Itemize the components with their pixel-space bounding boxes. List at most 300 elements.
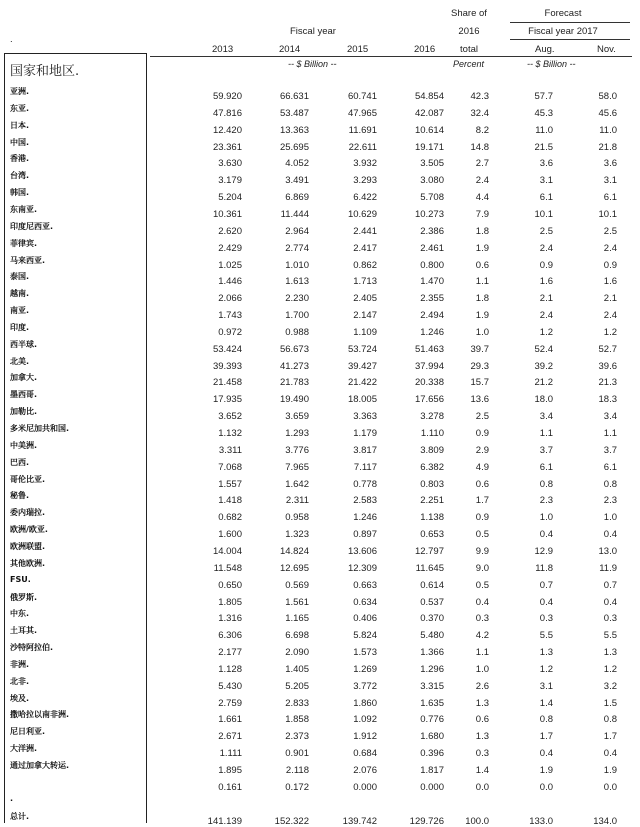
cell-value: 0.6	[475, 714, 489, 726]
cell-value: 0.000	[420, 781, 444, 793]
cell-value: 1.405	[285, 663, 309, 675]
cell-value: 0.8	[539, 714, 553, 726]
cell-value: 1.9	[475, 242, 489, 254]
cell-value: 0.5	[475, 579, 489, 591]
cell-value: 5.430	[218, 680, 242, 692]
cell-value: 2.5	[603, 225, 617, 237]
table-row	[0, 304, 640, 320]
row-label: FSU.	[10, 574, 31, 584]
cell-value: 29.3	[470, 360, 489, 372]
table-row	[0, 439, 640, 455]
cell-value: 1.9	[603, 765, 617, 776]
cell-value: 0.3	[539, 613, 553, 625]
cell-value: 0.663	[353, 579, 377, 591]
cell-value: 1.860	[353, 697, 377, 709]
row-label: 巴西.	[10, 457, 30, 467]
cell-value: 0.988	[285, 326, 309, 338]
cell-value: 1.680	[420, 731, 444, 743]
cell-value: 58.0	[598, 91, 617, 102]
cell-value: 3.315	[420, 680, 444, 692]
row-label: 西半球.	[10, 339, 38, 349]
cell-value: 0.9	[475, 512, 489, 524]
cell-value: 53.724	[347, 343, 377, 355]
row-label: 马来西亚.	[10, 255, 46, 265]
row-label: 香港.	[10, 154, 30, 164]
cell-value: 66.631	[279, 91, 309, 102]
cell-value: 1.1	[475, 647, 489, 659]
cell-value: 2.441	[353, 225, 377, 237]
cell-value: 21.422	[347, 377, 377, 389]
cell-value: 3.659	[285, 411, 309, 423]
cell-value: 1.109	[353, 326, 377, 338]
table-row	[0, 574, 640, 590]
cell-value: 2.147	[353, 310, 377, 322]
cell-value: 41.273	[279, 360, 309, 372]
cell-value: 11.8	[535, 562, 553, 574]
table-row	[0, 186, 640, 202]
year-2016-label: 2016	[414, 44, 436, 55]
cell-value: 1.3	[603, 647, 617, 659]
cell-value: 51.463	[414, 343, 444, 355]
cell-value: 5.480	[420, 630, 444, 642]
table-row	[0, 708, 640, 724]
cell-value: 1.3	[475, 697, 489, 709]
row-label: 哥伦比亚.	[10, 474, 46, 484]
table-row	[0, 473, 640, 489]
cell-value: 9.0	[475, 562, 489, 574]
table-row	[0, 776, 640, 792]
cell-value: 4.2	[475, 630, 489, 642]
cell-value: 2.311	[285, 495, 309, 507]
cell-value: 0.614	[420, 579, 444, 591]
cell-value: 3.1	[603, 175, 617, 187]
cell-value: 1.269	[353, 663, 377, 675]
cell-value: 6.1	[539, 461, 553, 473]
row-label: 中美洲.	[10, 440, 38, 450]
cell-value: 0.682	[218, 512, 242, 524]
cell-value: 1.4	[539, 697, 553, 709]
cell-value: 1.661	[218, 714, 242, 726]
row-label: 东亚.	[10, 103, 30, 113]
cell-value: 56.673	[279, 343, 309, 355]
cell-value: 152.322	[274, 815, 309, 827]
cell-value: 21.783	[279, 377, 309, 389]
cell-value: 0.4	[603, 748, 617, 760]
table-row	[0, 237, 640, 253]
cell-value: 0.4	[475, 596, 489, 608]
cell-value: 1.1	[475, 276, 489, 288]
table-row	[0, 119, 640, 135]
cell-value: 1.561	[285, 596, 309, 608]
cell-value: 1.418	[218, 495, 242, 507]
cell-value: 0.8	[539, 478, 553, 490]
cell-value: 0.862	[353, 259, 377, 271]
cell-value: 1.0	[539, 512, 553, 524]
cell-value: 1.557	[218, 478, 242, 490]
cell-value: 139.742	[342, 815, 377, 827]
cell-value: 6.382	[420, 461, 444, 473]
cell-value: 0.537	[420, 596, 444, 608]
row-label: 非洲.	[10, 659, 30, 669]
table-row	[0, 321, 640, 337]
cell-value: 15.7	[470, 377, 489, 389]
table-row	[0, 388, 640, 404]
cell-value: 0.4	[539, 529, 553, 541]
cell-value: 2.1	[539, 293, 553, 305]
cell-value: 1.9	[475, 310, 489, 322]
cell-value: 1.858	[285, 714, 309, 726]
cell-value: 52.4	[534, 343, 553, 355]
cell-value: 3.1	[539, 680, 553, 692]
cell-value: 1.0	[475, 663, 489, 675]
units-percent: Percent	[453, 59, 485, 69]
cell-value: 12.420	[212, 124, 242, 136]
cell-value: 1.8	[475, 225, 489, 237]
year-2014-label: 2014	[279, 44, 301, 55]
cell-value: 0.901	[285, 748, 309, 760]
cell-value: 19.490	[279, 394, 309, 406]
cell-value: 0.634	[353, 596, 377, 608]
cell-value: 1.1	[603, 428, 617, 439]
cell-value: 2.417	[353, 242, 377, 254]
table-row	[0, 102, 640, 118]
table-row	[0, 607, 640, 623]
cell-value: 0.3	[475, 613, 489, 625]
table-row	[0, 422, 640, 438]
cell-value: 0.406	[353, 613, 377, 625]
cell-value: 2.5	[539, 225, 553, 237]
cell-value: 1.8	[475, 293, 489, 305]
cell-value: 10.1	[598, 208, 617, 220]
cell-value: 5.204	[218, 192, 242, 204]
row-label: 印度.	[10, 322, 30, 332]
cell-value: 2.461	[420, 242, 444, 254]
table-row	[0, 759, 640, 775]
cell-value: 3.6	[603, 158, 617, 170]
row-label: 越南.	[10, 289, 30, 299]
cell-value: 59.920	[212, 91, 242, 102]
cell-value: 141.139	[207, 815, 242, 827]
cell-value: 2.4	[539, 310, 553, 322]
cell-value: 3.4	[539, 411, 553, 423]
cell-value: 21.8	[598, 141, 617, 153]
cell-value: 0.4	[603, 529, 617, 541]
row-label: 印度尼西亚.	[10, 221, 54, 231]
cell-value: 10.1	[534, 208, 553, 220]
cell-value: 1.025	[218, 259, 242, 271]
cell-value: 0.650	[218, 579, 242, 591]
cell-value: 2.494	[420, 310, 444, 322]
forecast-label: Forecast	[544, 8, 582, 19]
fiscal-year-label: Fiscal year	[290, 26, 336, 37]
cell-value: 14.8	[470, 141, 489, 153]
row-label: 泰国.	[10, 272, 30, 282]
row-label: 总计.	[10, 811, 30, 821]
table-row	[0, 793, 640, 809]
cell-value: 3.080	[420, 175, 444, 187]
cell-value: 54.854	[414, 91, 444, 102]
table-row	[0, 371, 640, 387]
cell-value: 1.2	[539, 326, 553, 338]
cell-value: 1.3	[539, 647, 553, 659]
row-label: 台湾.	[10, 171, 30, 181]
row-label: 北非.	[10, 676, 30, 686]
cell-value: 3.817	[353, 444, 377, 456]
cell-value: 18.3	[598, 394, 617, 406]
cell-value: 18.005	[347, 394, 377, 406]
row-label: 尼日利亚.	[10, 727, 46, 737]
table-row	[0, 591, 640, 607]
table-row	[0, 624, 640, 640]
cell-value: 0.4	[539, 748, 553, 760]
cell-value: 8.2	[475, 124, 489, 136]
row-label: 菲律宾.	[10, 238, 38, 248]
cell-value: 2.230	[285, 293, 309, 305]
region-title: 国家和地区.	[10, 64, 80, 79]
cell-value: 11.691	[348, 124, 377, 136]
cell-value: 3.772	[353, 680, 377, 692]
cell-value: 10.629	[347, 208, 377, 220]
cell-value: 45.3	[534, 107, 553, 119]
row-label: 通过加拿大转运.	[10, 761, 70, 770]
cell-value: 14.824	[279, 545, 309, 557]
cell-value: 17.656	[414, 394, 444, 406]
cell-value: 0.958	[285, 512, 309, 524]
cell-value: 1.613	[285, 276, 309, 288]
cell-value: 0.0	[475, 781, 489, 793]
cell-value: 3.4	[603, 411, 617, 423]
cell-value: 0.370	[420, 613, 444, 625]
row-label: 秘鲁.	[10, 491, 30, 501]
header-rule	[150, 56, 632, 57]
cell-value: 0.972	[218, 326, 242, 338]
cell-value: 3.2	[603, 680, 617, 692]
table-row	[0, 85, 640, 101]
cell-value: 6.1	[603, 461, 617, 473]
cell-value: 11.444	[280, 208, 309, 220]
cell-value: 18.0	[534, 394, 553, 406]
cell-value: 11.0	[599, 124, 617, 136]
cell-value: 10.614	[414, 124, 444, 136]
cell-value: 1.0	[475, 326, 489, 338]
cell-value: 1.470	[420, 276, 444, 288]
share-of-label: Share of	[451, 8, 487, 19]
table-row	[0, 287, 640, 303]
cell-value: 37.994	[414, 360, 444, 372]
cell-value: 5.708	[420, 192, 444, 204]
table-row	[0, 254, 640, 270]
cell-value: 2.5	[475, 411, 489, 423]
cell-value: 39.7	[470, 343, 489, 355]
cell-value: 2.4	[475, 175, 489, 187]
cell-value: 3.491	[285, 175, 309, 187]
cell-value: 5.5	[603, 630, 617, 642]
cell-value: 39.2	[534, 360, 553, 372]
cell-value: 2.620	[218, 225, 242, 237]
cell-value: 13.606	[347, 545, 377, 557]
table-row	[0, 506, 640, 522]
cell-value: 0.897	[353, 529, 377, 541]
cell-value: 0.3	[475, 748, 489, 760]
cell-value: 1.7	[475, 495, 489, 507]
cell-value: 0.0	[539, 781, 553, 793]
cell-value: 1.700	[285, 310, 309, 322]
cell-value: 1.111	[219, 748, 242, 760]
row-label: 北美.	[10, 356, 30, 366]
cell-value: 0.569	[285, 579, 309, 591]
cell-value: 1.600	[218, 529, 242, 541]
cell-value: 0.0	[603, 781, 617, 793]
cell-value: 2.251	[420, 495, 444, 507]
cell-value: 1.2	[603, 663, 617, 675]
cell-value: 2.7	[475, 158, 489, 170]
cell-value: 3.293	[353, 175, 377, 187]
cell-value: 1.092	[353, 714, 377, 726]
row-label: 俄罗斯.	[10, 592, 38, 602]
share-year-label: 2016	[458, 26, 480, 37]
cell-value: 3.505	[420, 158, 444, 170]
row-label: 南亚.	[10, 306, 30, 316]
cell-value: 1.179	[353, 428, 377, 439]
row-label: 大洋洲.	[10, 744, 38, 754]
row-label: 亚洲.	[10, 87, 30, 96]
cell-value: 14.004	[212, 545, 242, 557]
cell-value: 10.361	[212, 208, 242, 220]
cell-value: 0.9	[603, 259, 617, 271]
cell-value: 5.5	[539, 630, 553, 642]
cell-value: 2.671	[218, 731, 242, 743]
cell-value: 3.6	[539, 158, 553, 170]
row-label: .	[10, 793, 14, 803]
cell-value: 1.165	[285, 613, 309, 625]
cell-value: 1.2	[539, 663, 553, 675]
cell-value: 134.0	[593, 815, 617, 827]
cell-value: 2.6	[475, 680, 489, 692]
cell-value: 2.090	[285, 647, 309, 659]
cell-value: 2.1	[603, 293, 617, 305]
table-row	[0, 405, 640, 421]
cell-value: 1.0	[603, 512, 617, 524]
cell-value: 9.9	[475, 545, 489, 557]
cell-value: 3.932	[353, 158, 377, 170]
cell-value: 2.833	[285, 697, 309, 709]
cell-value: 3.7	[539, 444, 553, 456]
cell-value: 0.778	[353, 478, 377, 490]
cell-value: 10.273	[414, 208, 444, 220]
row-label: 东南亚.	[10, 204, 38, 214]
cell-value: 0.8	[603, 478, 617, 490]
cell-value: 2.373	[285, 731, 309, 743]
cell-value: 0.9	[475, 428, 489, 439]
cell-value: 133.0	[529, 815, 553, 827]
cell-value: 12.695	[279, 562, 309, 574]
cell-value: 1.895	[218, 765, 242, 776]
forecast-rule	[510, 22, 630, 23]
cell-value: 2.066	[218, 293, 242, 305]
cell-value: 17.935	[212, 394, 242, 406]
table-row	[0, 675, 640, 691]
cell-value: 2.759	[218, 697, 242, 709]
cell-value: 0.800	[420, 259, 444, 271]
cell-value: 1.6	[603, 276, 617, 288]
cell-value: 57.7	[534, 91, 553, 102]
cell-value: 7.965	[285, 461, 309, 473]
table-row	[0, 169, 640, 185]
cell-value: 1.246	[353, 512, 377, 524]
cell-value: 2.4	[603, 242, 617, 254]
cell-value: 0.653	[420, 529, 444, 541]
cell-value: 0.684	[353, 748, 377, 760]
row-label: 欧洲/欧亚.	[10, 525, 48, 535]
cell-value: 13.6	[470, 394, 489, 406]
cell-value: 0.5	[475, 529, 489, 541]
table-row	[0, 203, 640, 219]
year-2013-label: 2013	[212, 44, 234, 55]
cell-value: 1.293	[285, 428, 309, 439]
cell-value: 2.4	[539, 242, 553, 254]
cell-value: 47.816	[212, 107, 242, 119]
cell-value: 1.4	[475, 765, 489, 776]
cell-value: 32.4	[470, 107, 489, 119]
cell-value: 2.3	[539, 495, 553, 507]
cell-value: 2.3	[603, 495, 617, 507]
cell-value: 39.393	[212, 360, 242, 372]
cell-value: 1.912	[353, 731, 377, 743]
cell-value: 3.179	[218, 175, 242, 187]
cell-value: 20.338	[414, 377, 444, 389]
cell-value: 1.743	[218, 310, 242, 322]
cell-value: 2.386	[420, 225, 444, 237]
cell-value: 1.642	[285, 478, 309, 490]
cell-value: 22.611	[348, 141, 377, 153]
cell-value: 1.128	[218, 663, 242, 675]
cell-value: 21.458	[212, 377, 242, 389]
row-label: 埃及.	[10, 693, 30, 703]
forecast-year-label: Fiscal year 2017	[528, 26, 598, 37]
share-total-label: total	[460, 44, 478, 55]
cell-value: 1.110	[420, 428, 444, 439]
cell-value: 45.6	[598, 107, 617, 119]
table-row	[0, 152, 640, 168]
cell-value: 0.9	[539, 259, 553, 271]
cell-value: 0.7	[539, 579, 553, 591]
cell-value: 1.010	[285, 259, 309, 271]
cell-value: 0.172	[285, 781, 309, 793]
cell-value: 12.309	[347, 562, 377, 574]
cell-value: 6.869	[285, 192, 309, 204]
cell-value: 3.278	[420, 411, 444, 423]
cell-value: 11.645	[415, 562, 444, 574]
nov-label: Nov.	[597, 44, 616, 55]
cell-value: 21.2	[534, 377, 553, 389]
cell-value: 0.6	[475, 478, 489, 490]
cell-value: 1.3	[475, 731, 489, 743]
cell-value: 53.424	[212, 343, 242, 355]
cell-value: 3.652	[218, 411, 242, 423]
cell-value: 6.422	[353, 192, 377, 204]
cell-value: 23.361	[212, 141, 242, 153]
table-row	[0, 456, 640, 472]
cell-value: 3.363	[353, 411, 377, 423]
cell-value: 4.9	[475, 461, 489, 473]
cell-value: 13.363	[279, 124, 309, 136]
cell-value: 21.3	[598, 377, 617, 389]
cell-value: 13.0	[598, 545, 617, 557]
row-label: 委内瑞拉.	[10, 508, 46, 518]
cell-value: 1.132	[218, 428, 242, 439]
year-2015-label: 2015	[347, 44, 369, 55]
cell-value: 39.427	[347, 360, 377, 372]
